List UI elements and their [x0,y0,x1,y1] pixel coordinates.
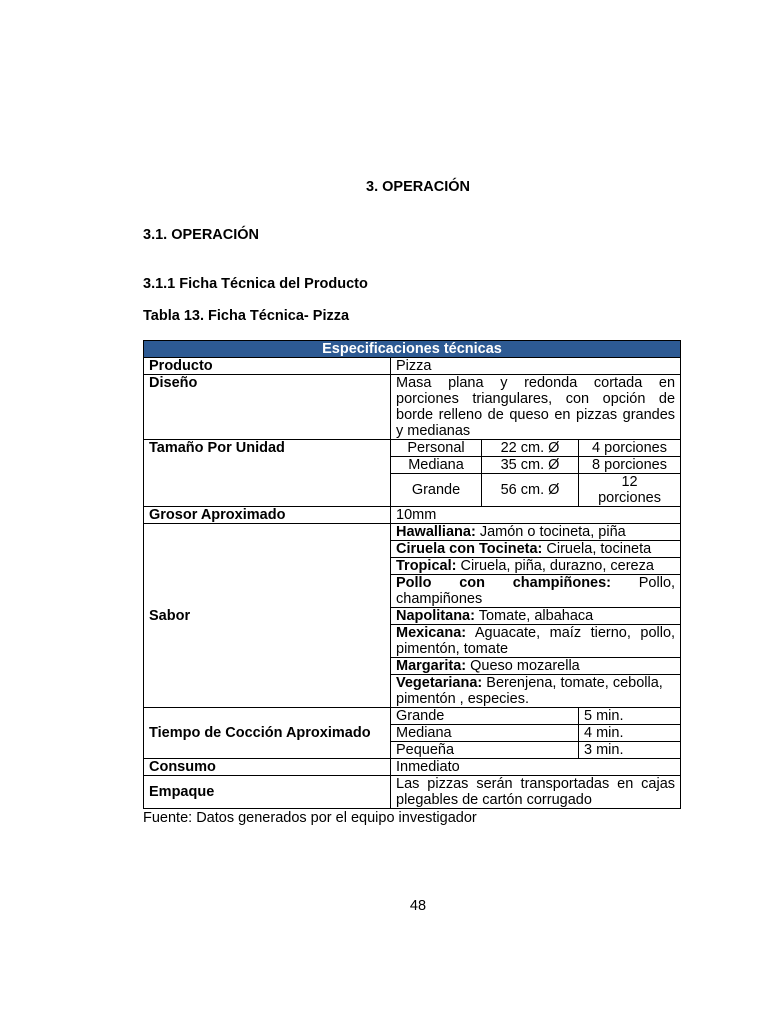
size-diameter: 35 cm. Ø [482,457,579,474]
row-value-consumo: Inmediato [391,759,681,776]
flavor-desc: Jamón o tocineta, piña [479,524,626,540]
row-value-grosor: 10mm [391,507,681,524]
flavor-desc: Berenjena, tomate, cebolla, pimentón , especies. [396,675,663,707]
flavor-cell [391,608,681,625]
cook-size: Pequeña [391,742,579,759]
subsubsection-title: 3.1.1 Ficha Técnica del Producto [143,276,368,292]
flavor-desc: Pollo, champiñones [396,575,676,607]
spec-table [143,340,681,809]
cook-time: 5 min. [579,708,681,725]
row-value-empaque: Las pizzas serán transportadas en cajas plegables de cartón corrugado [391,776,681,809]
flavor-desc: Queso mozarella [470,658,580,674]
row-label-producto: Producto [144,358,391,375]
row-value-producto: Pizza [391,358,681,375]
flavor-cell [391,524,681,541]
row-value-diseno: Masa plana y redonda cortada en porciones triangulares, con opción de borde relleno de queso en pizzas grandes y medianas [391,375,681,440]
cook-size: Grande [391,708,579,725]
source-note: Fuente: Datos generados por el equipo investigador [143,810,477,826]
flavor-cell [391,558,681,575]
size-diameter: 22 cm. Ø [482,440,579,457]
table-row-diseno [144,375,681,440]
row-label-tamano: Tamaño Por Unidad [144,440,391,507]
cook-time: 3 min. [579,742,681,759]
flavor-name: Ciruela con Tocineta: [396,541,543,557]
flavor-cell [391,675,681,708]
page-number: 48 [409,898,427,914]
table-row-empaque [144,776,681,809]
cook-time: 4 min. [579,725,681,742]
row-label-diseno: Diseño [144,375,391,440]
table-row-producto [144,358,681,375]
flavor-desc: Ciruela, tocineta [546,541,652,557]
size-name: Mediana [391,457,482,474]
row-label-grosor: Grosor Aproximado [144,507,391,524]
flavor-name: Mexicana: [396,625,467,641]
size-portions: 12 porciones [579,474,681,507]
size-diameter: 56 cm. Ø [482,474,579,507]
row-label-coccion: Tiempo de Cocción Aproximado [144,708,391,759]
flavor-name: Napolitana: [396,608,475,624]
flavor-name: Hawalliana: [396,524,476,540]
row-label-empaque: Empaque [144,776,391,809]
section-title: 3. OPERACIÓN [366,179,470,195]
flavor-desc: Aguacate, maíz tierno, pollo, pimentón, tomate [396,625,676,657]
cook-size: Mediana [391,725,579,742]
flavor-row [144,524,681,541]
flavor-cell [391,658,681,675]
table-row-consumo [144,759,681,776]
row-label-consumo: Consumo [144,759,391,776]
flavor-cell [391,575,681,608]
flavor-name: Vegetariana: [396,675,483,691]
flavor-name: Margarita: [396,658,467,674]
flavor-desc: Tomate, albahaca [478,608,594,624]
table-header-row [144,341,681,358]
flavor-cell [391,541,681,558]
table-caption: Tabla 13. Ficha Técnica- Pizza [143,308,350,324]
subsection-title: 3.1. OPERACIÓN [143,227,260,243]
size-portions: 8 porciones [579,457,681,474]
flavor-name: Tropical: [396,558,457,574]
table-row-grosor [144,507,681,524]
table-header: Especificaciones técnicas [144,341,681,358]
table-row-coccion [144,708,681,725]
row-label-sabor: Sabor [144,524,391,708]
size-name: Grande [391,474,482,507]
flavor-name: Pollo con champiñones: [396,575,612,591]
size-name: Personal [391,440,482,457]
flavor-desc: Ciruela, piña, durazno, cereza [460,558,654,574]
size-portions: 4 porciones [579,440,681,457]
flavor-cell [391,625,681,658]
table-row-tamano [144,440,681,457]
